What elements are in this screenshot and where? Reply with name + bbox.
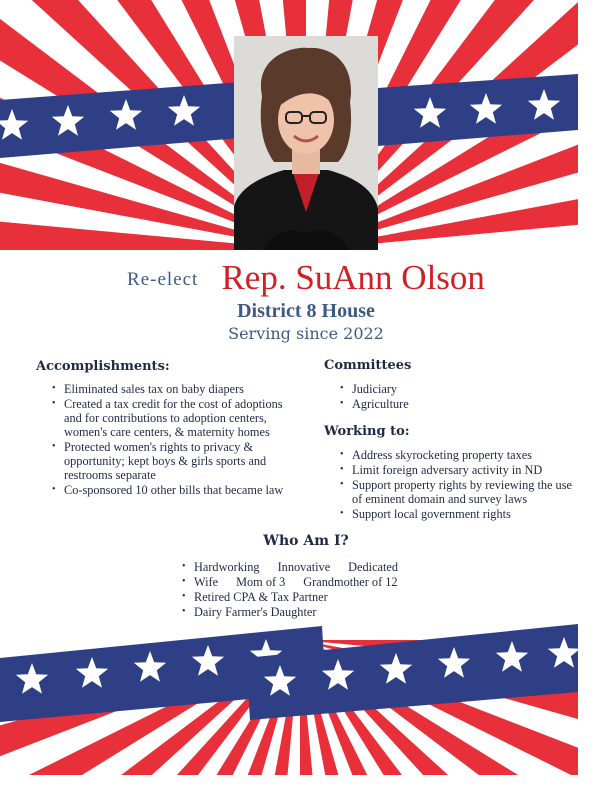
trait-text: Wife: [194, 575, 219, 589]
accomplishments-heading: Accomplishments:: [36, 359, 170, 374]
list-item: • Eliminated sales tax on baby diapers: [52, 382, 290, 396]
list-item: • Judiciary: [340, 382, 580, 396]
list-item: • Limit foreign adversary activity in ND: [340, 463, 578, 477]
working-to-list: [340, 448, 578, 522]
serving-since: Serving since 2022: [228, 324, 384, 343]
candidate-name: Rep. SuAnn Olson: [221, 258, 485, 297]
list-item: [182, 575, 442, 589]
trait-text: Hardworking: [194, 560, 260, 574]
list-item: • Retired CPA & Tax Partner: [182, 590, 442, 604]
accomplishments-list: [52, 382, 290, 498]
candidate-photo: [234, 36, 378, 250]
list-item: • Co-sponsored 10 other bills that became law: [52, 483, 290, 497]
reelect-label: Re-elect: [127, 269, 199, 290]
list-item: • Support property rights by reviewing the use of eminent domain and survey laws: [340, 478, 578, 506]
headline: [0, 258, 612, 298]
list-item: • Dairy Farmer's Daughter: [182, 605, 442, 619]
district-label: District 8 House: [237, 300, 375, 322]
trait-text: Dedicated: [348, 560, 399, 574]
trait-text: Mom of 3: [236, 575, 286, 589]
list-item: • Agriculture: [340, 397, 580, 411]
committees-heading: Committees: [324, 358, 412, 373]
list-item: • Address skyrocketing property taxes: [340, 448, 578, 462]
committees-list: [340, 382, 580, 412]
list-item: [182, 560, 442, 574]
who-am-i-heading: Who Am I?: [263, 533, 349, 549]
list-item: • Support local government rights: [340, 507, 578, 521]
working-to-heading: Working to:: [324, 424, 410, 439]
list-item: • Created a tax credit for the cost of adoptions and for contributions to adoption centers, women's care centers, & maternity homes: [52, 397, 290, 439]
who-am-i-list: [182, 560, 442, 620]
trait-text: Grandmother of 12: [303, 575, 398, 589]
trait-text: Innovative: [277, 560, 331, 574]
list-item: • Protected women's rights to privacy & opportunity; kept boys & girls sports and restrooms separate: [52, 440, 290, 482]
